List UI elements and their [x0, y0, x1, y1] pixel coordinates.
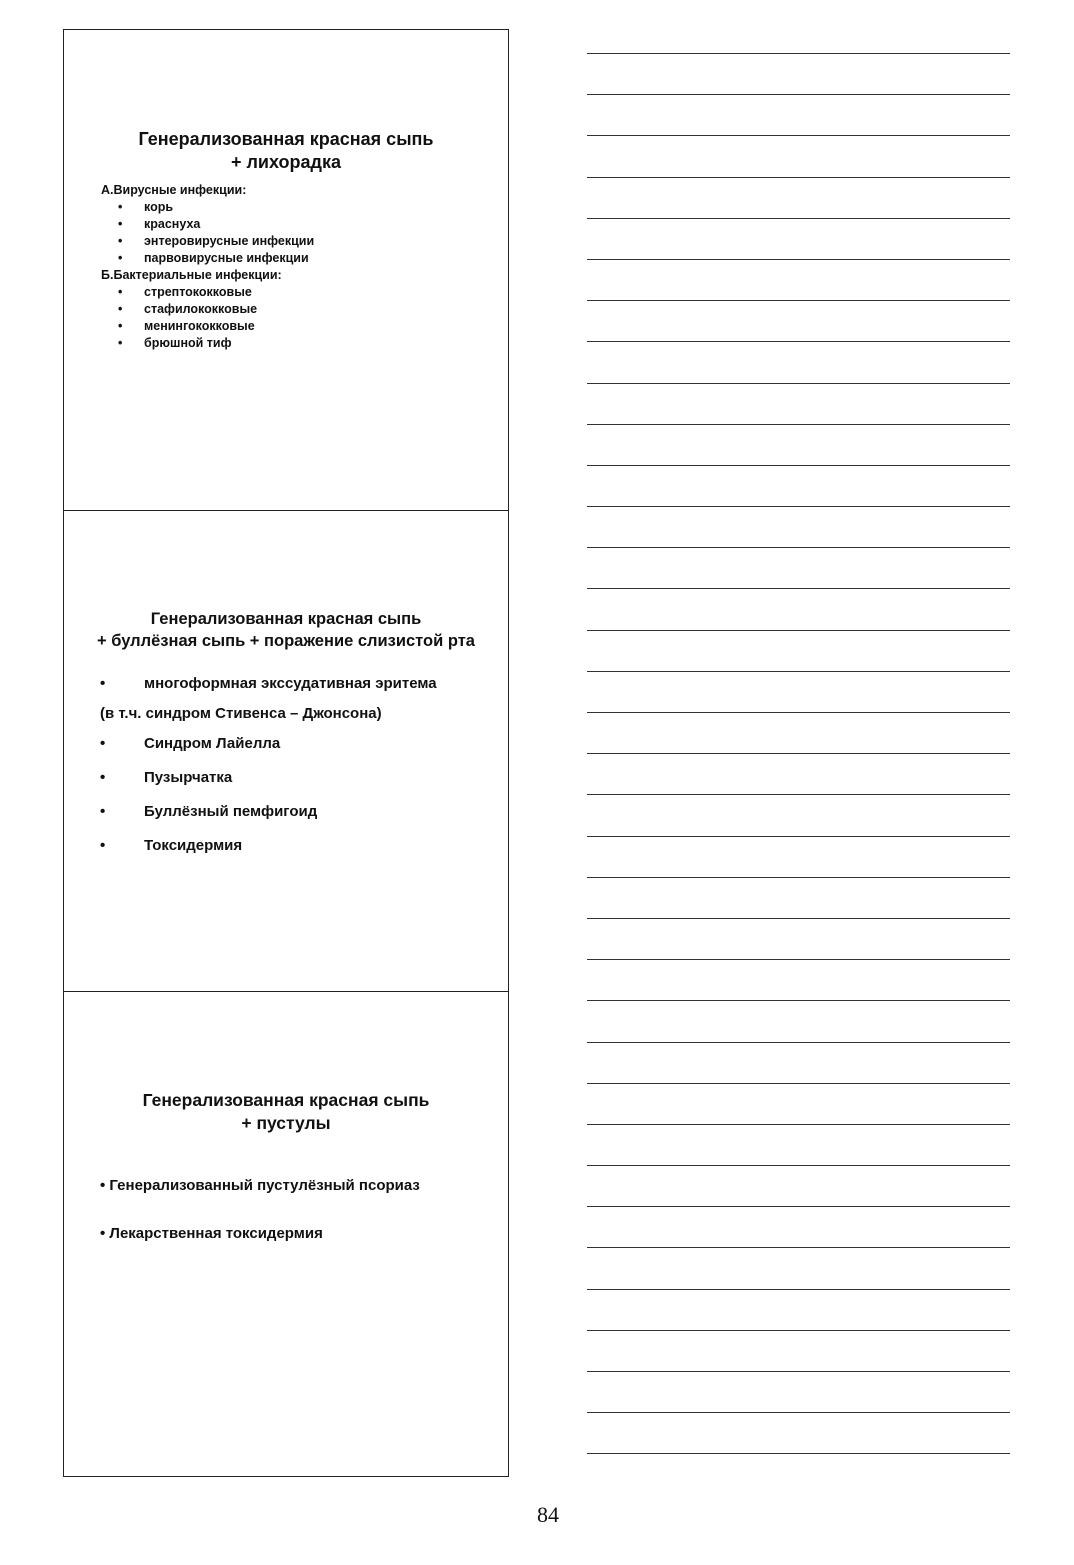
list-item: [101, 284, 314, 301]
slide-title-line: + буллёзная сыпь + поражение слизистой рта: [97, 632, 475, 650]
list-item-label: многоформная экссудативная эритема: [144, 675, 437, 692]
note-line: [587, 1330, 1010, 1371]
notes-ruled-lines: [587, 53, 1010, 1495]
list-item-label: менингококковые: [144, 319, 255, 333]
bullet-icon: •: [100, 735, 106, 752]
note-line: [587, 465, 1010, 506]
note-line: [587, 1083, 1010, 1124]
note-line: [587, 1453, 1010, 1494]
note-line: [587, 918, 1010, 959]
slide-title-line: Генерализованная красная сыпь: [142, 1090, 430, 1110]
bullet-icon: •: [118, 319, 123, 333]
note-line: [587, 588, 1010, 629]
note-line: [587, 794, 1010, 835]
note-line: [587, 712, 1010, 753]
list-item: [101, 233, 314, 250]
slide-title-line: + лихорадка: [230, 152, 342, 172]
list-item-label: корь: [144, 200, 174, 214]
bullet-icon: •: [118, 251, 123, 265]
bullet-icon: •: [100, 675, 106, 692]
list-item: [100, 674, 437, 708]
list-item: [100, 768, 437, 802]
note-line: [587, 836, 1010, 877]
list-item-label: парвовирусные инфекции: [144, 251, 309, 265]
bullet-icon: •: [118, 234, 123, 248]
note-line: [587, 1412, 1010, 1453]
slide-title: [64, 128, 508, 174]
note-line: [587, 218, 1010, 259]
list-item: [101, 318, 314, 335]
note-line: [587, 177, 1010, 218]
note-line: [587, 1000, 1010, 1041]
note-line: [587, 135, 1010, 176]
note-line: [587, 506, 1010, 547]
note-line: [587, 53, 1010, 94]
slide-bullous-rash: [64, 510, 508, 991]
list-item-label: Буллёзный пемфигоид: [144, 803, 318, 820]
list-item-label: стрептококковые: [144, 285, 252, 299]
list-item-label: стафилококковые: [144, 302, 258, 316]
slide-title: [64, 1089, 508, 1135]
note-line: [587, 300, 1010, 341]
list-item-label: Пузырчатка: [144, 769, 233, 786]
slide-pustules: [64, 991, 508, 1478]
slide-fever-rash: [64, 30, 508, 510]
slide-body: [100, 674, 437, 870]
list-item: [101, 301, 314, 318]
note-line: [587, 1042, 1010, 1083]
list-item: [100, 734, 437, 768]
slide-title-line: + пустулы: [241, 1113, 331, 1133]
note-line: [587, 94, 1010, 135]
bullet-icon: •: [100, 837, 106, 854]
slide-body: [101, 182, 314, 352]
note-line: [587, 630, 1010, 671]
group-heading: Б.Бактериальные инфекции:: [101, 268, 282, 282]
bullet-icon: •: [118, 336, 123, 350]
slide-title-line: Генерализованная красная сыпь: [150, 610, 422, 628]
note-line: [587, 424, 1010, 465]
slides-frame: [63, 29, 509, 1477]
bullet-icon: •: [118, 217, 123, 231]
note-line: [587, 1247, 1010, 1288]
list-item: [101, 335, 314, 352]
page-number: 84: [537, 1502, 559, 1527]
list-item-label: краснуха: [144, 217, 201, 231]
list-item: • Генерализованный пустулёзный псориаз: [100, 1177, 420, 1194]
note-line: [587, 383, 1010, 424]
bullet-icon: •: [100, 803, 106, 820]
list-item: [101, 250, 314, 267]
list-item: [100, 802, 437, 836]
note-line: [587, 959, 1010, 1000]
note-line: [587, 877, 1010, 918]
list-item-label: Токсидермия: [144, 837, 243, 854]
note-line: [587, 1289, 1010, 1330]
list-item-label: энтеровирусные инфекции: [144, 234, 315, 248]
note-line: [587, 1371, 1010, 1412]
bullet-icon: •: [118, 302, 123, 316]
list-item-label: брюшной тиф: [144, 336, 232, 350]
list-item: [101, 199, 314, 216]
note-line: [587, 753, 1010, 794]
bullet-icon: •: [118, 200, 123, 214]
note-line: [587, 259, 1010, 300]
slide-body: [100, 1176, 420, 1272]
note-line: [587, 547, 1010, 588]
note-line: [587, 1206, 1010, 1247]
bullet-icon: •: [100, 769, 106, 786]
list-item: [101, 216, 314, 233]
note-line: [587, 671, 1010, 712]
bullet-icon: •: [118, 285, 123, 299]
list-item: [100, 836, 437, 870]
list-note: (в т.ч. синдром Стивенса – Джонсона): [100, 705, 382, 722]
slide-title-line: Генерализованная красная сыпь: [138, 129, 434, 149]
list-item: • Лекарственная токсидермия: [100, 1225, 323, 1242]
note-line: [587, 341, 1010, 382]
note-line: [587, 1165, 1010, 1206]
slide-title: [64, 608, 508, 652]
list-item-label: Синдром Лайелла: [144, 735, 281, 752]
group-heading: А.Вирусные инфекции:: [101, 183, 247, 197]
note-line: [587, 1124, 1010, 1165]
